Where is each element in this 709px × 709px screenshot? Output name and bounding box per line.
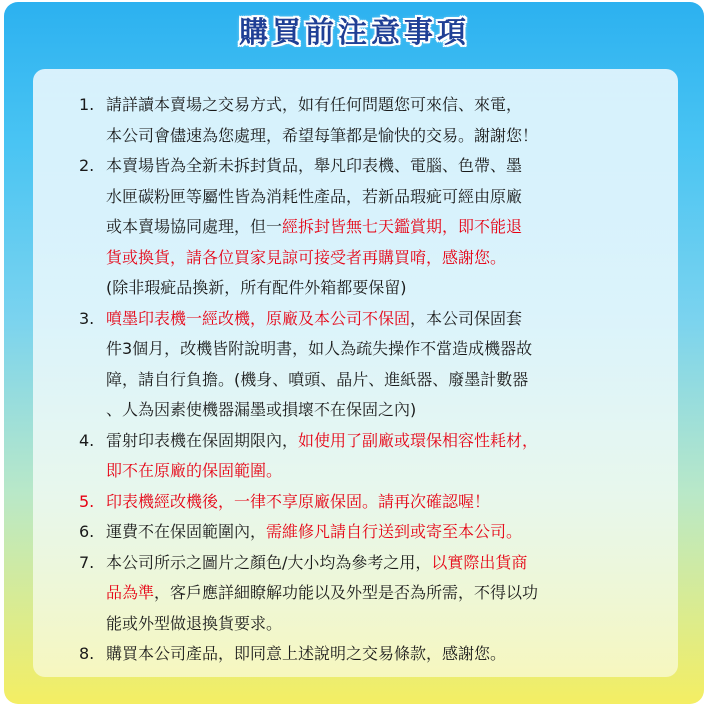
item-text: 運費不在保固範圍內，	[106, 522, 267, 541]
item-number: 3.	[79, 308, 95, 328]
item-text: 、人為因素使機器漏墨或損壞不在保固之內)	[106, 400, 417, 419]
item-text: 或本賣場協同處理，但一	[106, 217, 283, 236]
highlighted-text: 即不在原廠的保固範圍。	[106, 461, 283, 480]
item-number: 8.	[79, 644, 95, 663]
notice-item-2-line-2	[79, 182, 659, 213]
notice-item-7-line-1	[79, 548, 659, 579]
item-text: 購買本公司產品，即同意上述說明之交易條款，感謝您。	[106, 644, 507, 663]
notice-item-3-line-1	[79, 304, 659, 335]
item-text: 水匣碳粉匣等屬性皆為消耗性產品，若新品瑕疵可經由原廠	[106, 186, 523, 206]
item-number: 6.	[79, 522, 95, 541]
notice-item-7-line-3	[79, 609, 659, 640]
item-text: ，客戶應詳細瞭解功能以及外型是否為所需，不得以功	[154, 583, 539, 602]
notice-item-8-line-1	[79, 639, 659, 670]
page-title: 購買前注意事項	[238, 15, 470, 49]
item-number: 2.	[79, 156, 95, 175]
notice-item-2-line-4	[79, 243, 659, 274]
item-text: 雷射印表機在保固期限內，	[106, 430, 299, 450]
notice-item-2-line-3	[79, 212, 659, 243]
highlighted-text: 以實際出貨商	[431, 552, 528, 572]
item-text: 請詳讀本賣場之交易方式，如有任何問題您可來信、來電，	[106, 95, 523, 114]
item-number: 4.	[79, 430, 95, 450]
highlighted-text: 經拆封皆無七天鑑賞期，即不能退	[282, 217, 523, 236]
notice-item-3-line-2	[79, 334, 659, 365]
item-text: 障，請自行負擔。(機身、噴頭、晶片、進紙器、廢墨計數器	[106, 369, 529, 389]
item-number: 7.	[79, 552, 95, 572]
item-text: 本賣場皆為全新未拆封貨品，舉凡印表機、電腦、色帶、墨	[106, 156, 523, 175]
item-text: (除非瑕疵品換新，所有配件外箱都要保留)	[106, 278, 407, 297]
highlighted-text: 需維修凡請自行送到或寄至本公司。	[266, 522, 523, 541]
item-number: 1.	[79, 95, 95, 114]
item-text: 件3個月，改機皆附說明書，如人為疏失操作不當造成機器故	[106, 339, 533, 358]
item-text: ，本公司保固套	[410, 308, 523, 328]
highlighted-text: 品為準	[106, 583, 155, 602]
notice-item-4-line-1	[79, 426, 659, 457]
notice-list	[79, 90, 659, 670]
notice-item-1-line-1	[79, 90, 659, 121]
notice-item-4-line-2	[79, 456, 659, 487]
item-text: 本公司會儘速為您處理，希望每筆都是愉快的交易。謝謝您！	[106, 125, 539, 145]
notice-item-6-line-1	[79, 517, 659, 548]
notice-item-1-line-2	[79, 121, 659, 152]
notice-item-3-line-4	[79, 395, 659, 426]
highlighted-text: 如使用了副廠或環保相容性耗材，	[298, 430, 539, 450]
notice-item-7-line-2	[79, 578, 659, 609]
highlighted-text: 印表機經改機後，一律不享原廠保固。請再次確認喔！	[106, 491, 491, 511]
item-text: 能或外型做退換貨要求。	[106, 613, 283, 633]
highlighted-text: 噴墨印表機一經改機，原廠及本公司不保固	[106, 308, 411, 328]
item-number: 5.	[79, 491, 95, 511]
notice-item-3-line-3	[79, 365, 659, 396]
notice-item-2-line-1	[79, 151, 659, 182]
item-text: 本公司所示之圖片之顏色/大小均為參考之用，	[106, 552, 432, 572]
notice-item-5-line-1	[79, 487, 659, 518]
notice-item-2-line-5	[79, 273, 659, 304]
highlighted-text: 貨或換貨，請各位買家見諒可接受者再購買唷，感謝您。	[106, 247, 507, 267]
